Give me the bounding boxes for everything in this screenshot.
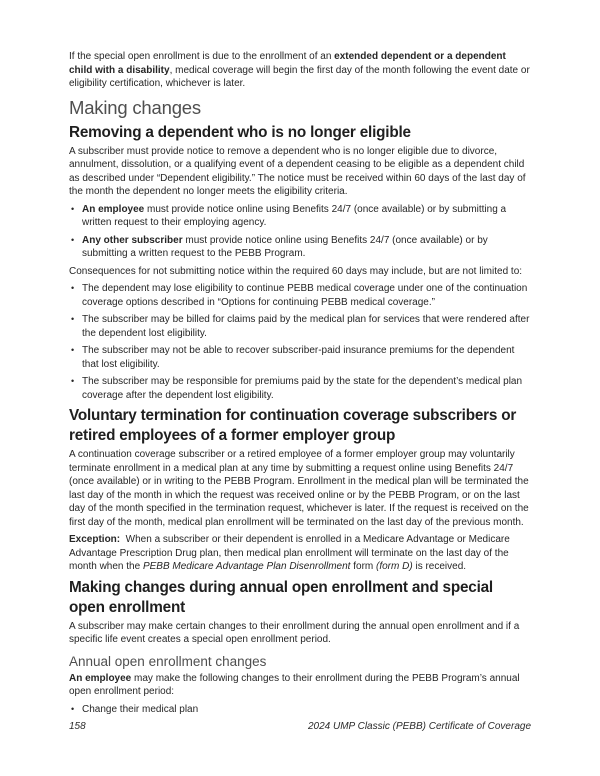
text-run: must provide notice online using Benefits 24/7 (once available) or by submitting a written request to the PEBB Program. (82, 234, 488, 259)
page-content (69, 50, 531, 732)
exception-paragraph (69, 533, 531, 574)
section-heading-making-changes: Making changes (69, 96, 201, 118)
text-run: must provide notice online using Benefits 24/7 (once available) or by submitting a written request to their employing agency. (82, 203, 507, 228)
intro-paragraph (69, 50, 531, 91)
text-run: If the special open enrollment is due to the enrollment of an (69, 51, 335, 62)
text-run: may make the following changes to their enrollment during the PEBB Program’s annual open enrollment period: (69, 672, 520, 697)
text-run: The dependent may lose eligibility to continue PEBB medical coverage under one of the continuation coverage options described in “Options for continuing PEBB medical coverage.” (82, 283, 528, 308)
page-footer (69, 721, 531, 732)
heading-voluntary-termination: Voluntary termination for continuation coverage subscribers or retired employees of a former employer group (69, 407, 517, 444)
annual-open-enrollment-body (69, 672, 531, 699)
heading-open-enrollment-changes: Making changes during annual open enrollment and special open enrollment (69, 578, 493, 616)
list-item (69, 344, 531, 371)
consequences-bullet-list (69, 282, 531, 402)
footer-doc-title: 2024 UMP Classic (PEBB) Certificate of Coverage (307, 721, 531, 732)
text-run: When a subscriber or their dependent is enrolled in a Medicare Advantage or Medicare Advantage Prescription Drug plan, then medical plan enrollment will terminate on the last day of the month when the (69, 534, 510, 572)
text-run: is received. (412, 561, 467, 572)
notice-bullet-list (69, 203, 531, 261)
list-item (69, 282, 531, 309)
removing-dependent-body (69, 145, 531, 199)
text-run: Change their medical plan (82, 703, 199, 715)
list-item (69, 375, 531, 402)
text-run: form (350, 561, 377, 572)
list-item (69, 203, 531, 230)
text-run: A subscriber must provide notice to remove a dependent who is no longer eligible due to divorce, annulment, dissolution, or a qualifying event of a dependent ceasing to be eligible as a dependent child as described under “Dependent eligibility.” The notice must be received within 60 days of the last day of the month the dependent no longer meets the eligibility criteria. (69, 145, 526, 197)
text-run: extended dependent or a dependent child with a disability (69, 51, 506, 76)
list-item (69, 234, 531, 261)
list-item (69, 313, 531, 340)
text-run: A continuation coverage subscriber or a retired employee of a former employer group may voluntarily terminate enrollment in a medical plan at any time by submitting a request online using Benefits 24/7 (once available) or in writing to the PEBB Program. Enrollment in the medical plan will be terminated the last day of the month in which the request was received online or by the PEBB Program, or on the last day of the month specified in the termination request, whichever is later. If the request is received on the first day of the month, medical plan enrollment will be terminated on the last day of the previous month. (69, 449, 529, 528)
text-run: The subscriber may not be able to recover subscriber-paid insurance premiums for the dependent that lost eligibility. (82, 345, 515, 370)
text-run: , medical coverage will begin the first day of the month following the event date or eligibility certification, whichever is later. (69, 64, 530, 89)
voluntary-termination-body (69, 448, 531, 529)
text-run: Consequences for not submitting notice within the required 60 days may include, but are not limited to: (69, 265, 523, 277)
list-item (69, 703, 531, 717)
open-enrollment-body (69, 620, 531, 647)
page-number: 158 (69, 721, 86, 732)
text-run: An employee (69, 672, 132, 684)
text-run: Any other subscriber (82, 234, 183, 246)
consequences-intro (69, 265, 531, 279)
text-run: (form D) (376, 561, 413, 572)
subheading-annual-open-enrollment: Annual open enrollment changes (69, 653, 267, 669)
text-run: An employee (82, 203, 145, 215)
annual-changes-bullet-list (69, 703, 531, 717)
text-run: PEBB Medicare Advantage Plan Disenrollment (142, 561, 351, 572)
text-run: A subscriber may make certain changes to their enrollment during the annual open enrollment and if a specific life event creates a special open enrollment period. (69, 620, 520, 645)
text-run: The subscriber may be responsible for premiums paid by the state for the dependent’s medical plan coverage after the dependent lost eligibility. (82, 376, 523, 401)
heading-removing-dependent: Removing a dependent who is no longer eligible (69, 123, 411, 141)
text-run: Exception: (69, 534, 121, 545)
text-run: The subscriber may be billed for claims paid by the medical plan for services that were rendered after the dependent lost eligibility. (82, 314, 530, 339)
